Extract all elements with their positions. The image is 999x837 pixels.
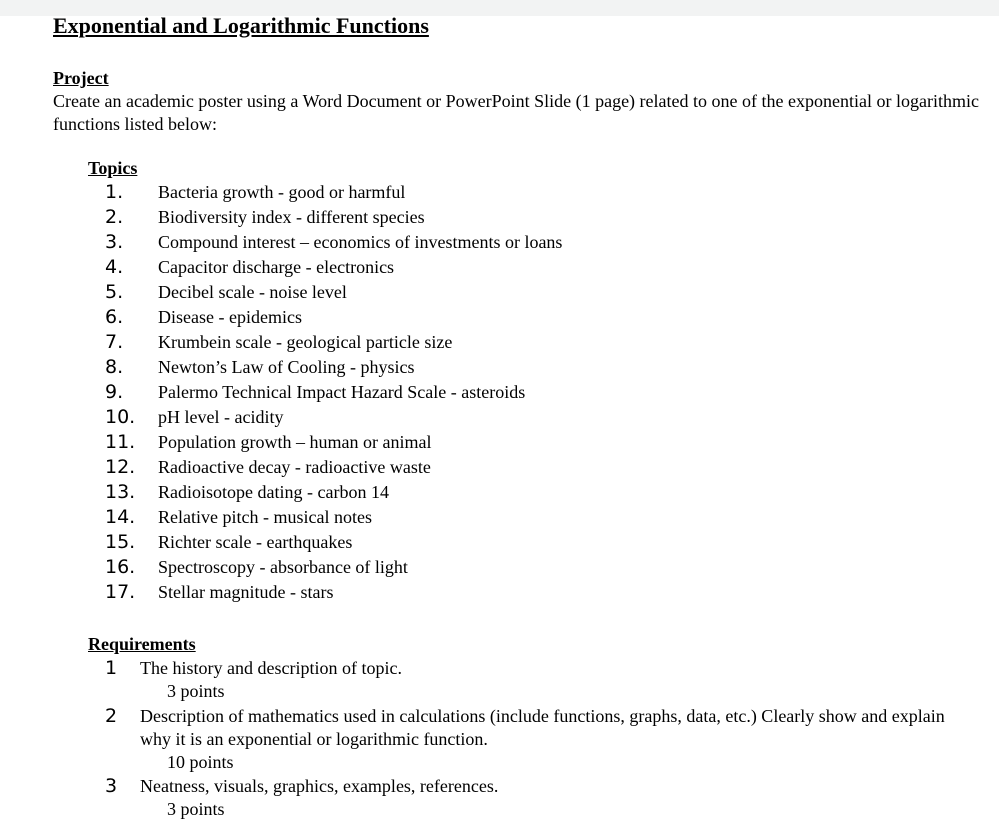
topic-text: Radioisotope dating - carbon 14 xyxy=(158,482,389,502)
topic-text: Capacitor discharge - electronics xyxy=(158,257,395,277)
requirement-number: 3 xyxy=(105,775,118,797)
topic-number: 8. xyxy=(105,356,124,378)
topic-text: Population growth – human or animal xyxy=(158,432,432,452)
topic-number: 12. xyxy=(105,456,136,478)
topic-text: Relative pitch - musical notes xyxy=(158,507,372,527)
topic-number: 16. xyxy=(105,556,136,578)
topic-number: 17. xyxy=(105,581,136,603)
topic-number: 3. xyxy=(105,231,124,253)
requirement-points: 10 points xyxy=(167,752,234,772)
topic-number: 13. xyxy=(105,481,136,503)
document-title: Exponential and Logarithmic Functions xyxy=(53,13,429,38)
requirement-number: 2 xyxy=(105,705,118,727)
topic-number: 11. xyxy=(105,431,136,453)
topic-text: Stellar magnitude - stars xyxy=(158,582,334,602)
topic-number: 1. xyxy=(105,181,124,203)
topic-text: Biodiversity index - different species xyxy=(158,207,425,227)
topic-text: Krumbein scale - geological particle size xyxy=(158,332,453,352)
topic-number: 5. xyxy=(105,281,124,303)
topic-number: 2. xyxy=(105,206,124,228)
project-heading: Project xyxy=(53,68,109,88)
topic-text: Decibel scale - noise level xyxy=(158,282,347,302)
topic-number: 9. xyxy=(105,381,124,403)
requirement-number: 1 xyxy=(105,657,118,679)
requirement-text: Description of mathematics used in calculations (include functions, graphs, data, etc.) Clearly show and explain why it is an exponential or logarithmic function. xyxy=(140,706,945,749)
topic-number: 4. xyxy=(105,256,124,278)
topic-number: 14. xyxy=(105,506,136,528)
topic-text: Bacteria growth - good or harmful xyxy=(158,182,406,202)
requirement-text: Neatness, visuals, graphics, examples, references. xyxy=(140,776,499,796)
topic-text: Disease - epidemics xyxy=(158,307,302,327)
topic-number: 6. xyxy=(105,306,124,328)
topic-text: Richter scale - earthquakes xyxy=(158,532,353,552)
topic-text: Palermo Technical Impact Hazard Scale - asteroids xyxy=(158,382,526,402)
topic-number: 10. xyxy=(105,406,136,428)
topic-number: 15. xyxy=(105,531,136,553)
topics-heading: Topics xyxy=(88,158,138,178)
requirement-points: 3 points xyxy=(167,799,225,819)
project-description: Create an academic poster using a Word Document or PowerPoint Slide (1 page) related to one of the exponential or logarithmic functions listed below: xyxy=(53,91,979,134)
requirement-points: 3 points xyxy=(167,681,225,701)
requirements-heading: Requirements xyxy=(88,634,196,654)
topic-text: Compound interest – economics of investments or loans xyxy=(158,232,563,252)
requirement-text: The history and description of topic. xyxy=(140,658,402,678)
topic-text: pH level - acidity xyxy=(158,407,284,427)
topic-text: Newton’s Law of Cooling - physics xyxy=(158,357,415,377)
topic-text: Spectroscopy - absorbance of light xyxy=(158,557,408,577)
topic-number: 7. xyxy=(105,331,124,353)
topic-text: Radioactive decay - radioactive waste xyxy=(158,457,431,477)
